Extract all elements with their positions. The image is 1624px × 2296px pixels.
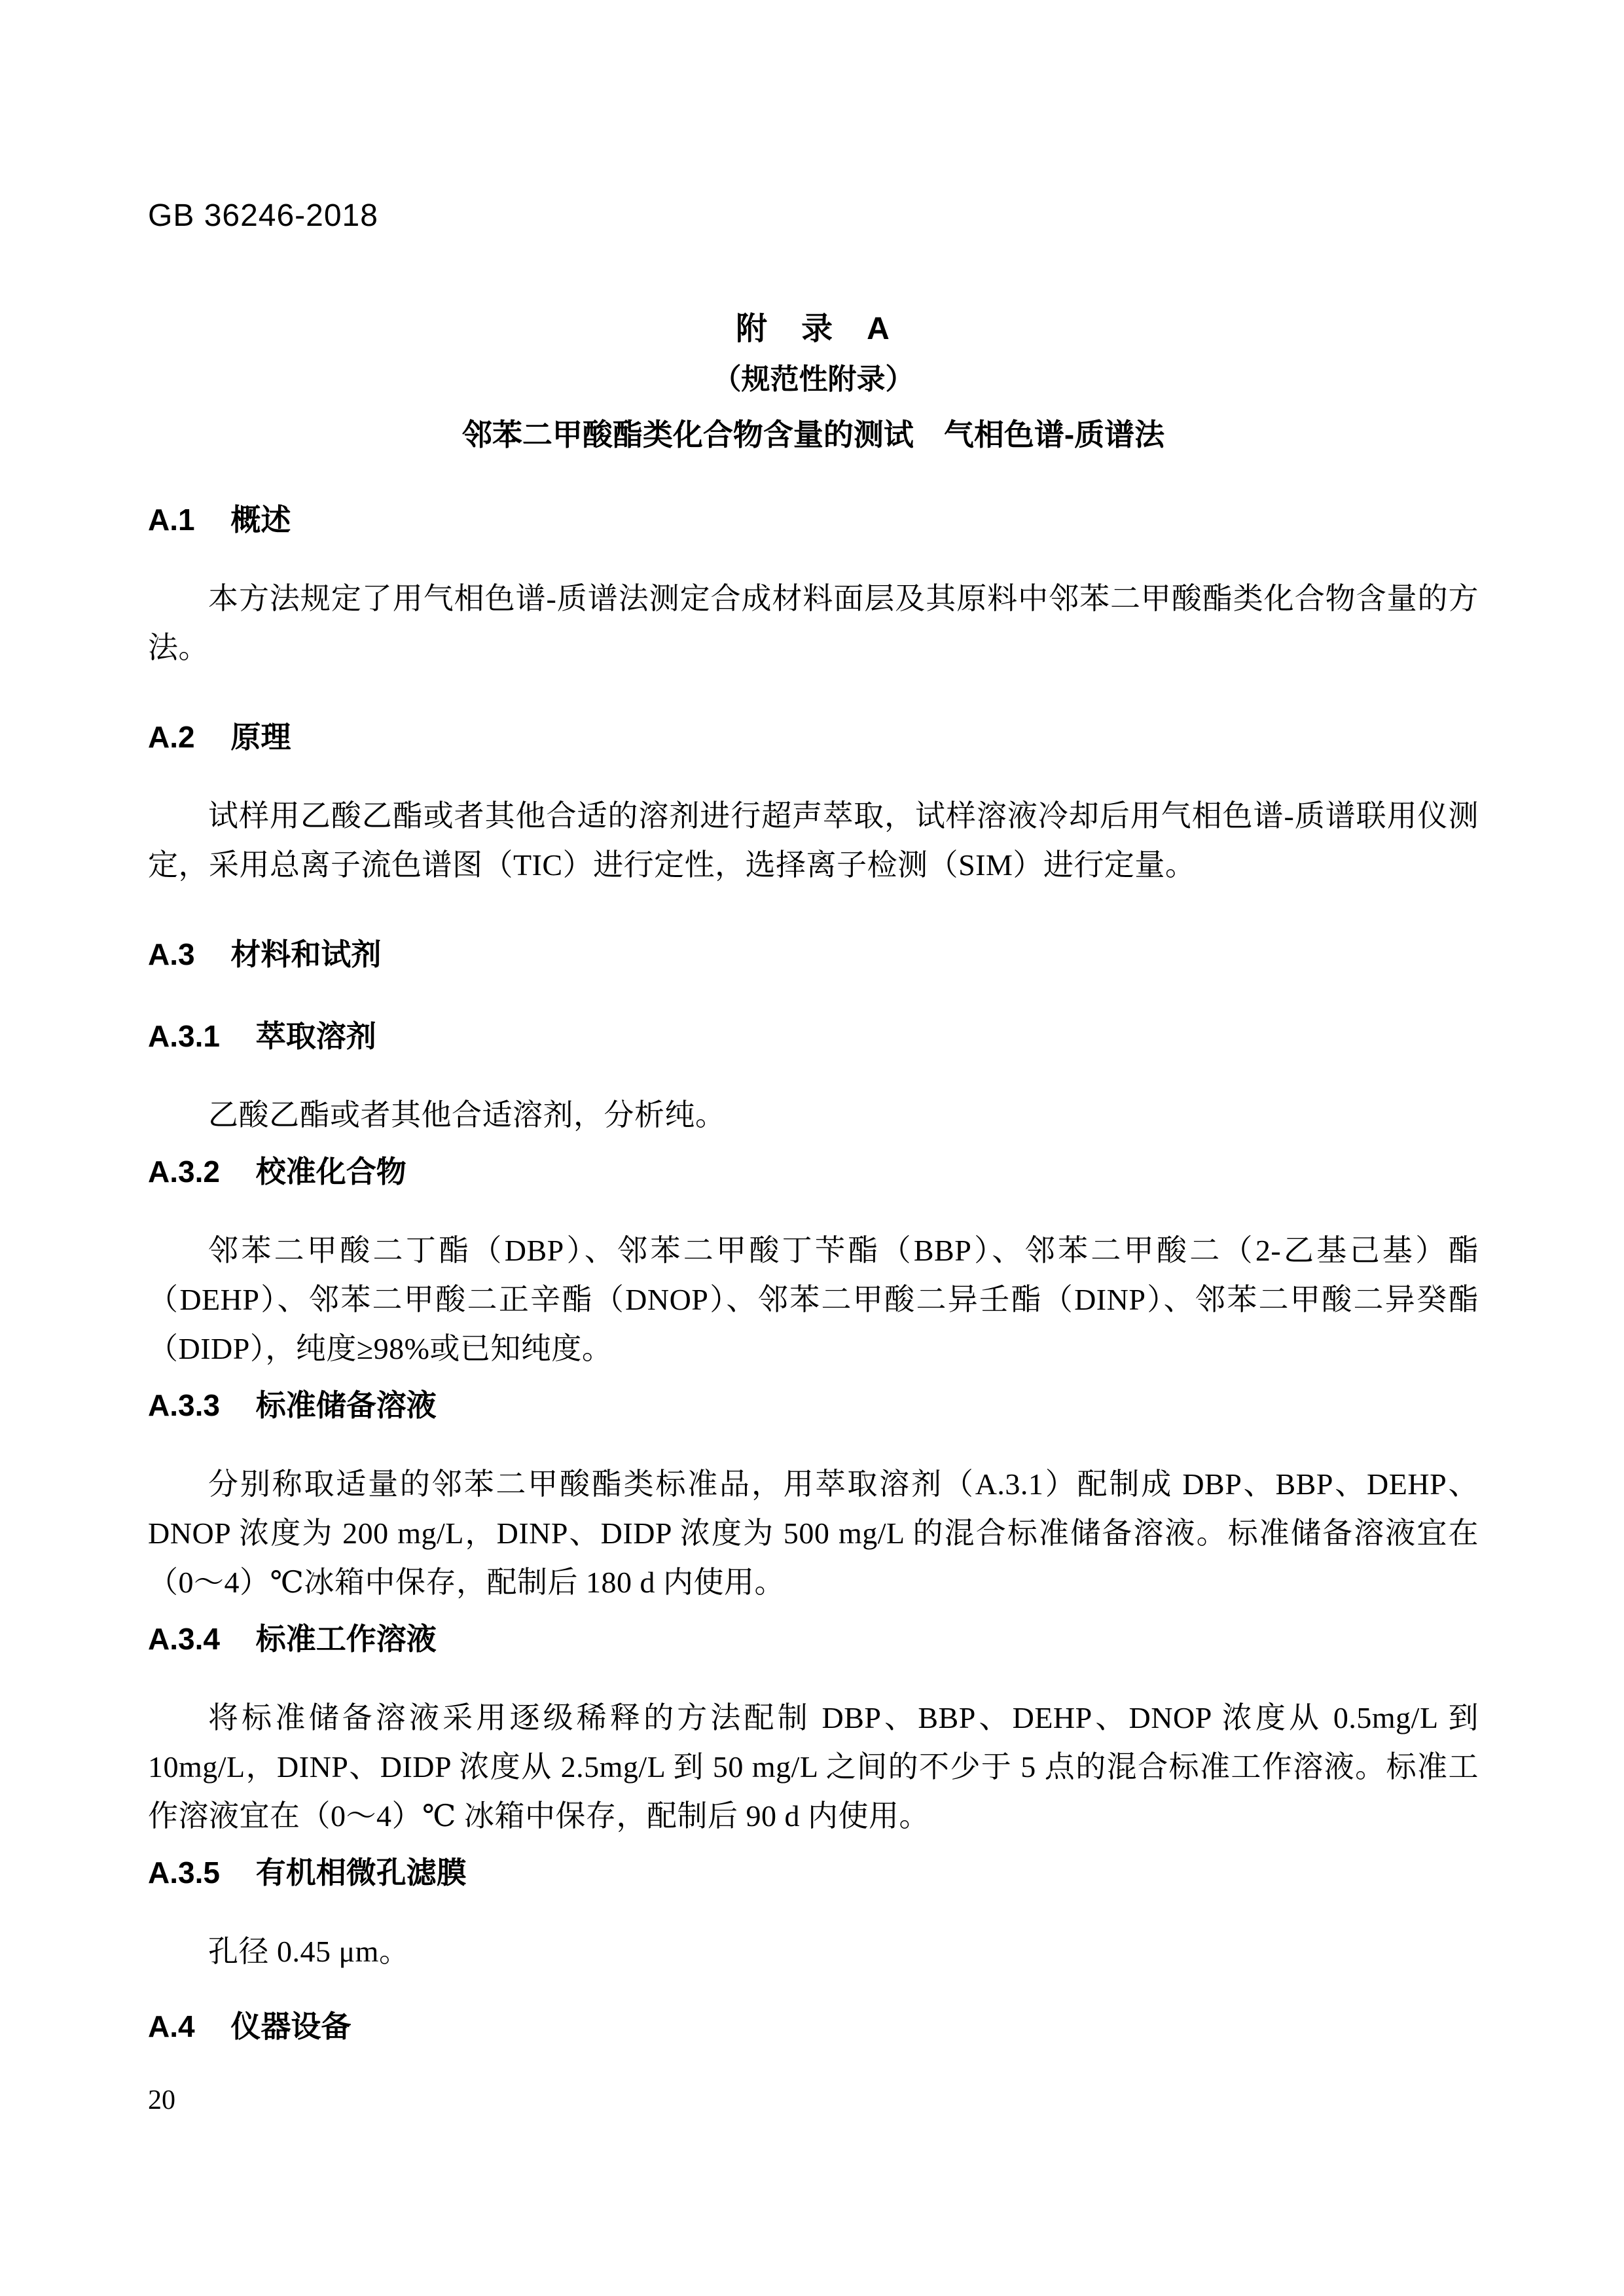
section-title: 仪器设备	[230, 2009, 352, 2043]
section-a3	[148, 930, 1479, 979]
section-title: 材料和试剂	[230, 937, 382, 971]
section-a3-4-heading	[148, 1615, 1479, 1664]
appendix-title: 邻苯二甲酸酯类化合物含量的测试 气相色谱-质谱法	[461, 418, 1165, 452]
section-id: A.3.4	[148, 1622, 220, 1656]
section-a3-3-heading	[148, 1381, 1479, 1430]
section-a1-paragraph: 本方法规定了用气相色谱-质谱法测定合成材料面层及其原料中邻苯二甲酸酯类化合物含量的方法。	[148, 582, 1479, 664]
section-a3-1-paragraph: 乙酸乙酯或者其他合适溶剂，分析纯。	[208, 1098, 726, 1132]
section-a2-heading	[148, 713, 1479, 762]
section-a4-heading	[148, 2002, 1479, 2051]
page-number: 20	[148, 2085, 175, 2115]
section-a2-paragraph: 试样用乙酸乙酯或者其他合适的溶剂进行超声萃取，试样溶液冷却后用气相色谱-质谱联用仪测定，采用总离子流色谱图（TIC）进行定性，选择离子检测（SIM）进行定量。	[148, 799, 1479, 882]
section-a2	[148, 713, 1479, 889]
section-a1	[148, 495, 1479, 672]
section-id: A.3.1	[148, 1019, 220, 1053]
section-id: A.1	[148, 503, 195, 537]
section-a3-4	[148, 1615, 1479, 1840]
section-title: 概述	[230, 503, 291, 537]
section-id: A.2	[148, 720, 195, 754]
section-a3-2-heading	[148, 1147, 1479, 1196]
section-title: 有机相微孔滤膜	[255, 1856, 467, 1890]
section-a3-3	[148, 1381, 1479, 1607]
section-title: 萃取溶剂	[255, 1019, 376, 1053]
appendix-heading: 附 录 A	[736, 312, 891, 346]
section-a4	[148, 2002, 1479, 2051]
section-a3-1-heading	[148, 1012, 1479, 1061]
section-id: A.3.5	[148, 1856, 220, 1890]
standard-number: GB 36246-2018	[148, 198, 378, 233]
section-a3-4-paragraph: 将标准储备溶液采用逐级稀释的方法配制 DBP、BBP、DEHP、DNOP 浓度从 0.5mg/L 到 10mg/L，DINP、DIDP 浓度从 2.5mg/L 到 50 mg/L 之间的不少于 5 点的混合标准工作溶液。标准工作溶液宜在（0～4）℃ 冰箱中保存，配制后 90 d 内使用。	[148, 1701, 1479, 1833]
section-title: 校准化合物	[255, 1155, 406, 1189]
section-id: A.4	[148, 2009, 195, 2043]
section-id: A.3.2	[148, 1155, 220, 1189]
section-a3-3-paragraph: 分别称取适量的邻苯二甲酸酯类标准品，用萃取溶剂（A.3.1）配制成 DBP、BBP、DEHP、DNOP 浓度为 200 mg/L，DINP、DIDP 浓度为 500 mg/L 的混合标准储备溶液。标准储备溶液宜在（0～4）℃冰箱中保存，配制后 180 d 内使用。	[148, 1467, 1479, 1599]
section-title: 标准储备溶液	[255, 1388, 437, 1422]
section-title: 原理	[230, 720, 291, 754]
section-a3-heading	[148, 930, 1479, 979]
section-a3-1	[148, 1012, 1479, 1139]
section-a3-2-paragraph: 邻苯二甲酸二丁酯（DBP）、邻苯二甲酸丁苄酯（BBP）、邻苯二甲酸二（2-乙基己基）酯（DEHP）、邻苯二甲酸二正辛酯（DNOP）、邻苯二甲酸二异壬酯（DINP）、邻苯二甲酸二异癸酯（DIDP），纯度≥98%或已知纯度。	[148, 1234, 1479, 1365]
section-a3-5-paragraph: 孔径 0.45 μm。	[208, 1935, 410, 1968]
section-id: A.3	[148, 937, 195, 971]
section-a3-2	[148, 1147, 1479, 1373]
section-id: A.3.3	[148, 1388, 220, 1422]
section-a3-5-heading	[148, 1848, 1479, 1897]
section-a1-heading	[148, 495, 1479, 545]
appendix-subheading: （规范性附录）	[712, 363, 914, 395]
section-title: 标准工作溶液	[255, 1622, 437, 1656]
section-a3-5	[148, 1848, 1479, 1976]
